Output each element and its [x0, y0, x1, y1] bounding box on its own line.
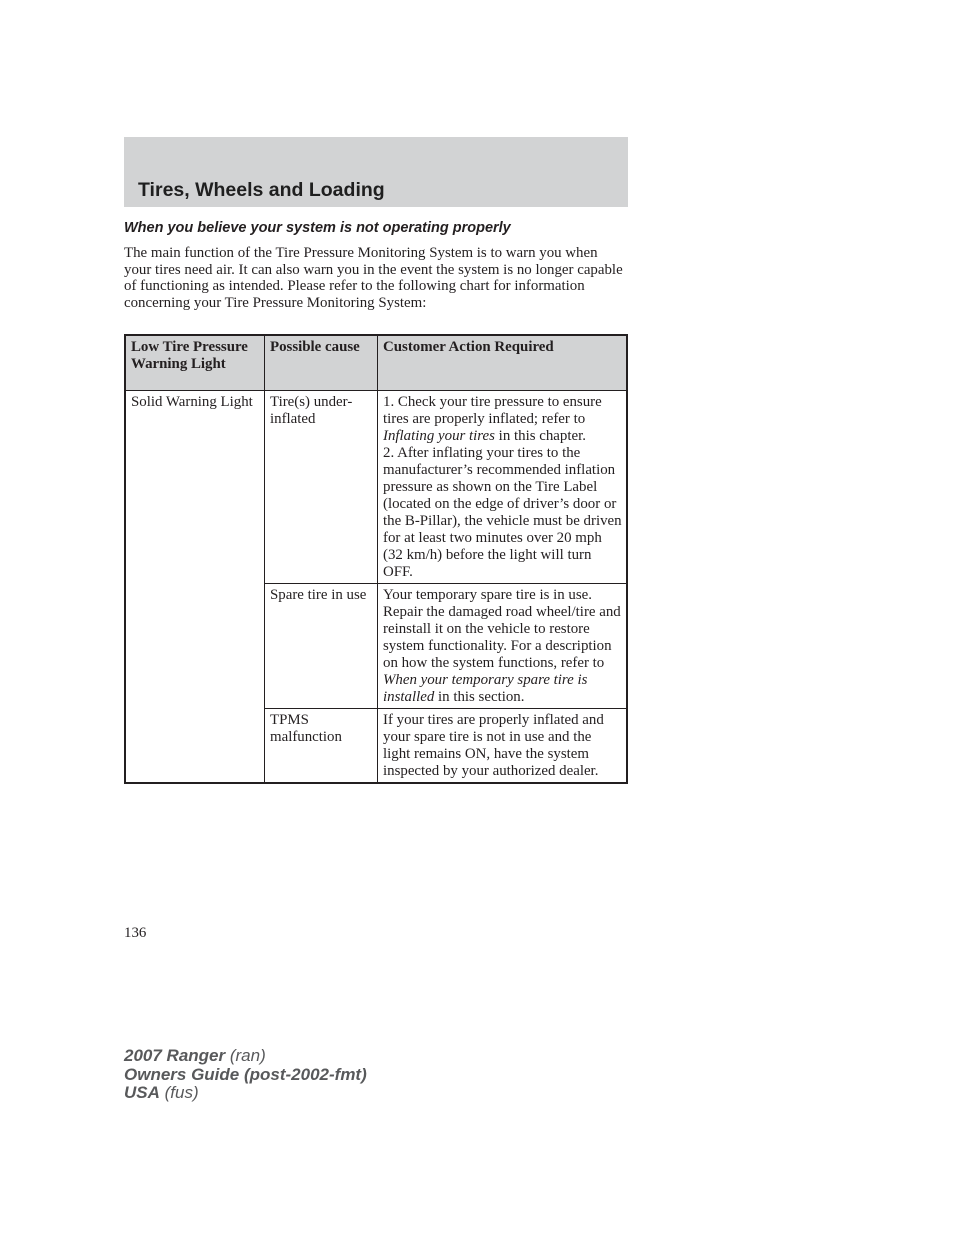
action-text: 1. Check your tire pressure to ensure tires are properly inflated; refer to — [383, 394, 602, 427]
footer-line-guide — [124, 1066, 367, 1085]
cell-light-state: Solid Warning Light — [125, 391, 265, 784]
subheading: When you believe your system is not operating properly — [124, 220, 511, 236]
intro-paragraph: The main function of the Tire Pressure Monitoring System is to warn you when your tires need air. It can also warn you in the event the system is no longer capable of functioning as intended. Please refer to the following chart for information concerning your Tire Pressure Monitoring System: — [124, 245, 623, 311]
cell-action — [378, 584, 628, 709]
footer-guide: Owners Guide (post-2002-fmt) — [124, 1064, 367, 1084]
table-header-row — [125, 335, 627, 391]
cross-reference: When your temporary spare tire is installed — [383, 672, 588, 705]
tpms-troubleshooting-table — [124, 334, 628, 784]
footer-line-market — [124, 1084, 367, 1103]
footer-market: USA — [124, 1083, 160, 1103]
cross-reference: Inflating your tires — [383, 428, 495, 444]
table-row — [125, 391, 627, 584]
document-footer — [124, 1047, 367, 1103]
page-number: 136 — [124, 925, 147, 941]
header-warning-light: Low Tire Pressure Warning Light — [125, 335, 265, 391]
cell-cause: Tire(s) under-inflated — [265, 391, 378, 584]
footer-model: 2007 Ranger — [124, 1046, 226, 1065]
footer-market-code: (fus) — [164, 1083, 199, 1103]
header-customer-action: Customer Action Required — [378, 335, 628, 391]
cell-cause: TPMS malfunction — [265, 709, 378, 784]
action-text: in this section. — [434, 689, 525, 705]
section-title: Tires, Wheels and Loading — [138, 179, 385, 201]
footer-model-code: (ran) — [229, 1046, 266, 1065]
cell-action: If your tires are properly inflated and your spare tire is not in use and the light remains ON, have the system inspected by your authorized dealer. — [378, 709, 628, 784]
header-possible-cause: Possible cause — [265, 335, 378, 391]
action-text: in this chapter. — [494, 428, 586, 444]
cell-action — [378, 391, 628, 584]
cell-cause: Spare tire in use — [265, 584, 378, 709]
footer-line-model — [124, 1047, 367, 1066]
section-header-band — [124, 137, 628, 207]
action-text: Your temporary spare tire is in use. Repair the damaged road wheel/tire and reinstall it on the vehicle to restore system functionality. For a description on how the system functions, refer to — [383, 587, 621, 671]
action-text: 2. After inflating your tires to the manufacturer’s recommended inflation pressure as shown on the Tire Label (located on the edge of driver’s door or the B-Pillar), the vehicle must be driven for at least two minutes over 20 mph (32 km/h) before the light will turn OFF. — [383, 445, 622, 580]
